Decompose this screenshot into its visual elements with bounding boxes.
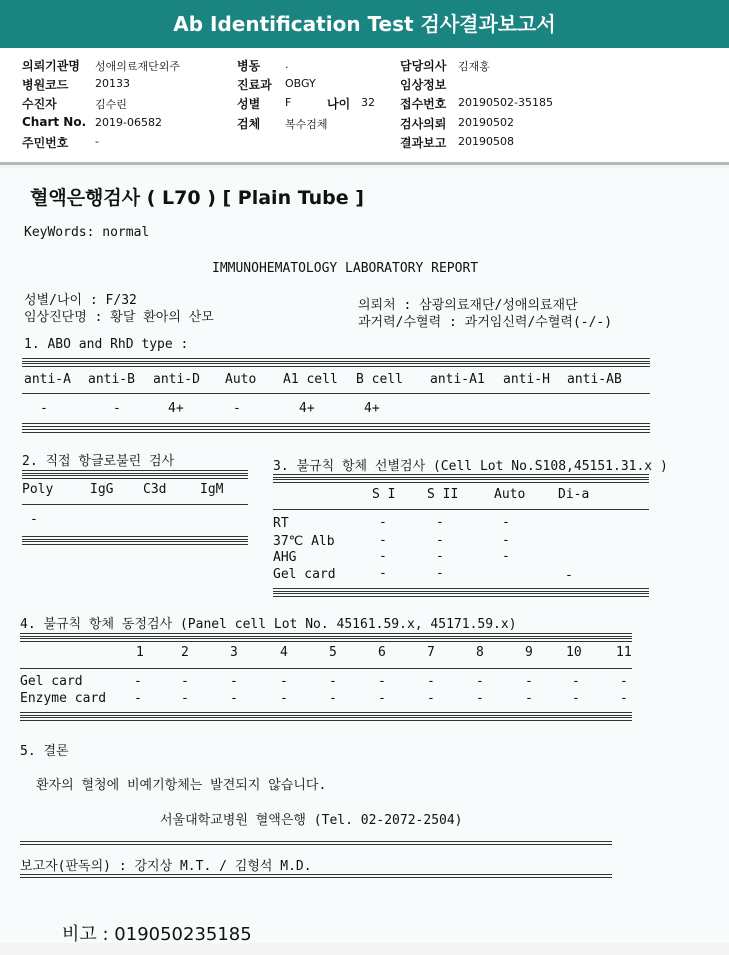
value-chart-no: 2019-06582 — [95, 116, 162, 129]
panel-enzyme-3: - — [230, 691, 238, 706]
screen-37c-s1: - — [379, 533, 387, 548]
label-hospital-code: 병원코드 — [22, 78, 69, 92]
label-department: 진료과 — [237, 78, 272, 92]
screen-header-dia: Di-a — [558, 487, 590, 502]
dat-header-igm: IgM — [200, 482, 224, 497]
divider — [20, 638, 632, 642]
panel-gel-11: - — [620, 674, 628, 689]
screen-rt-auto: - — [502, 515, 510, 530]
panel-enzyme-1: - — [134, 691, 142, 706]
conclusion-text: 환자의 혈청에 비예기항체는 발견되지 않습니다. — [36, 778, 327, 793]
panel-row-label-gel-card: Gel card — [20, 674, 83, 689]
abo-header-anti-h: anti-H — [503, 372, 550, 387]
screen-row-label-gel-card: Gel card — [273, 567, 336, 582]
screen-ahg-s2: - — [436, 549, 444, 564]
panel-header-10: 10 — [566, 645, 582, 660]
divider — [20, 874, 612, 878]
value-result-report-date: 20190508 — [458, 135, 514, 148]
divider — [22, 358, 650, 362]
value-receipt-number: 20190502-35185 — [458, 96, 553, 109]
panel-gel-6: - — [378, 674, 386, 689]
panel-gel-9: - — [525, 674, 533, 689]
value-resident-number: - — [95, 135, 99, 148]
panel-header-1: 1 — [136, 645, 144, 660]
label-chart-no: Chart No. — [22, 115, 87, 129]
abo-header-anti-a: anti-A — [24, 372, 71, 387]
panel-gel-3: - — [230, 674, 238, 689]
abo-header-a1-cell: A1 cell — [283, 372, 338, 387]
screen-37c-s2: - — [436, 533, 444, 548]
panel-enzyme-2: - — [181, 691, 189, 706]
panel-enzyme-5: - — [329, 691, 337, 706]
panel-header-11: 11 — [616, 645, 632, 660]
label-physician: 담당의사 — [400, 59, 447, 73]
divider — [22, 429, 650, 433]
divider — [20, 841, 612, 845]
divider — [22, 504, 248, 505]
divider — [22, 423, 650, 427]
panel-enzyme-9: - — [525, 691, 533, 706]
divider — [273, 479, 649, 483]
label-result-report-date: 결과보고 — [400, 136, 447, 150]
panel-enzyme-10: - — [572, 691, 580, 706]
divider — [22, 536, 248, 540]
label-requesting-institution: 의뢰기관명 — [22, 59, 80, 73]
panel-gel-1: - — [134, 674, 142, 689]
abo-header-auto: Auto — [225, 372, 257, 387]
divider — [22, 475, 248, 479]
value-age: 32 — [361, 96, 375, 109]
value-hospital-code: 20133 — [95, 77, 130, 90]
panel-enzyme-6: - — [378, 691, 386, 706]
label-specimen: 검체 — [237, 117, 261, 131]
value-requesting-institution: 성애의료재단외주 — [95, 60, 181, 73]
section3-title: 3. 불규칙 항체 선별검사 (Cell Lot No.S108,45151.31.x ) — [273, 459, 668, 474]
screen-row-label-rt: RT — [273, 516, 289, 531]
patient-info-header — [0, 48, 729, 165]
report-heading: 혈액은행검사 ( L70 ) [ Plain Tube ] — [30, 187, 364, 209]
abo-value-anti-b: - — [113, 401, 121, 416]
screen-37c-auto: - — [502, 533, 510, 548]
screen-header-s2: S II — [427, 487, 459, 502]
panel-row-label-enzyme-card: Enzyme card — [20, 691, 107, 706]
divider — [20, 717, 632, 721]
panel-enzyme-8: - — [476, 691, 484, 706]
divider — [20, 633, 632, 637]
sex-age: 성별/나이 : F/32 — [24, 293, 137, 308]
keywords: KeyWords: normal — [24, 225, 150, 240]
panel-header-3: 3 — [230, 645, 238, 660]
report-title: Ab Identification Test 검사결과보고서 — [0, 0, 729, 48]
report-sheet — [0, 168, 729, 943]
value-specimen: 복수검체 — [285, 118, 328, 131]
screen-row-label-ahg: AHG — [273, 550, 297, 565]
divider — [273, 588, 649, 592]
divider — [22, 470, 248, 474]
section5-title: 5. 결론 — [20, 744, 69, 759]
reporter: 보고자(판독의) : 강지상 M.T. / 김형석 M.D. — [20, 859, 312, 874]
label-age: 나이 — [327, 97, 351, 111]
note: 비고 : 019050235185 — [62, 924, 252, 945]
panel-enzyme-7: - — [427, 691, 435, 706]
abo-value-anti-d: 4+ — [168, 401, 184, 416]
section1-title: 1. ABO and RhD type : — [24, 337, 189, 352]
clinical-diagnosis: 임상진단명 : 황달 환아의 산모 — [24, 310, 214, 325]
panel-header-7: 7 — [427, 645, 435, 660]
value-sex: F — [285, 96, 292, 109]
label-clinical-info: 임상정보 — [400, 78, 447, 92]
panel-gel-5: - — [329, 674, 337, 689]
screen-header-auto: Auto — [494, 487, 526, 502]
dat-value-poly: - — [30, 512, 38, 527]
value-department: OBGY — [285, 77, 316, 90]
value-ward: . — [285, 58, 289, 71]
dat-header-igg: IgG — [90, 482, 114, 497]
divider — [273, 593, 649, 597]
panel-gel-8: - — [476, 674, 484, 689]
divider — [273, 509, 649, 510]
abo-header-anti-a1: anti-A1 — [430, 372, 485, 387]
screen-ahg-s1: - — [379, 549, 387, 564]
divider — [22, 541, 248, 545]
section2-title: 2. 직접 항글로불린 검사 — [22, 454, 175, 469]
divider — [20, 668, 632, 669]
abo-header-anti-d: anti-D — [153, 372, 200, 387]
label-resident-number: 주민번호 — [22, 136, 69, 150]
label-ward: 병동 — [237, 59, 261, 73]
value-physician: 김재홍 — [458, 60, 490, 73]
panel-header-2: 2 — [181, 645, 189, 660]
requester: 의뢰처 : 삼광의료재단/성애의료재단 — [358, 298, 578, 313]
screen-gel-dia: - — [565, 568, 573, 583]
panel-header-6: 6 — [378, 645, 386, 660]
divider — [273, 474, 649, 478]
screen-ahg-auto: - — [502, 549, 510, 564]
dat-header-c3d: C3d — [143, 482, 167, 497]
abo-header-anti-b: anti-B — [88, 372, 135, 387]
panel-header-9: 9 — [525, 645, 533, 660]
screen-gel-s2: - — [436, 566, 444, 581]
screen-row-label-37c-alb: 37℃ Alb — [273, 534, 335, 549]
label-test-request-date: 검사의뢰 — [400, 117, 447, 131]
hospital-blood-bank: 서울대학교병원 혈액은행 (Tel. 02-2072-2504) — [160, 813, 463, 828]
abo-value-anti-a: - — [40, 401, 48, 416]
section4-title: 4. 불규칙 항체 동정검사 (Panel cell Lot No. 45161.59.x, 45171.59.x) — [20, 617, 517, 632]
divider — [20, 712, 632, 716]
transfusion-history: 과거력/수혈력 : 과거임신력/수혈력(-/-) — [358, 315, 613, 330]
abo-value-a1-cell: 4+ — [299, 401, 315, 416]
panel-gel-4: - — [280, 674, 288, 689]
screen-rt-s1: - — [379, 515, 387, 530]
panel-header-8: 8 — [476, 645, 484, 660]
screen-header-s1: S I — [372, 487, 396, 502]
label-sex: 성별 — [237, 97, 261, 111]
lab-report-title: IMMUNOHEMATOLOGY LABORATORY REPORT — [212, 261, 479, 276]
dat-header-poly: Poly — [22, 482, 54, 497]
label-receipt-number: 접수번호 — [400, 97, 447, 111]
label-patient-name: 수진자 — [22, 97, 57, 111]
panel-gel-2: - — [181, 674, 189, 689]
abo-header-b-cell: B cell — [356, 372, 403, 387]
divider — [22, 393, 650, 394]
value-test-request-date: 20190502 — [458, 116, 514, 129]
panel-enzyme-11: - — [620, 691, 628, 706]
panel-header-5: 5 — [329, 645, 337, 660]
screen-rt-s2: - — [436, 515, 444, 530]
abo-value-auto: - — [233, 401, 241, 416]
value-patient-name: 김수린 — [95, 98, 127, 111]
panel-gel-10: - — [572, 674, 580, 689]
panel-enzyme-4: - — [280, 691, 288, 706]
abo-value-b-cell: 4+ — [364, 401, 380, 416]
divider — [22, 363, 650, 367]
abo-header-anti-ab: anti-AB — [567, 372, 622, 387]
panel-header-4: 4 — [280, 645, 288, 660]
screen-gel-s1: - — [379, 566, 387, 581]
panel-gel-7: - — [427, 674, 435, 689]
